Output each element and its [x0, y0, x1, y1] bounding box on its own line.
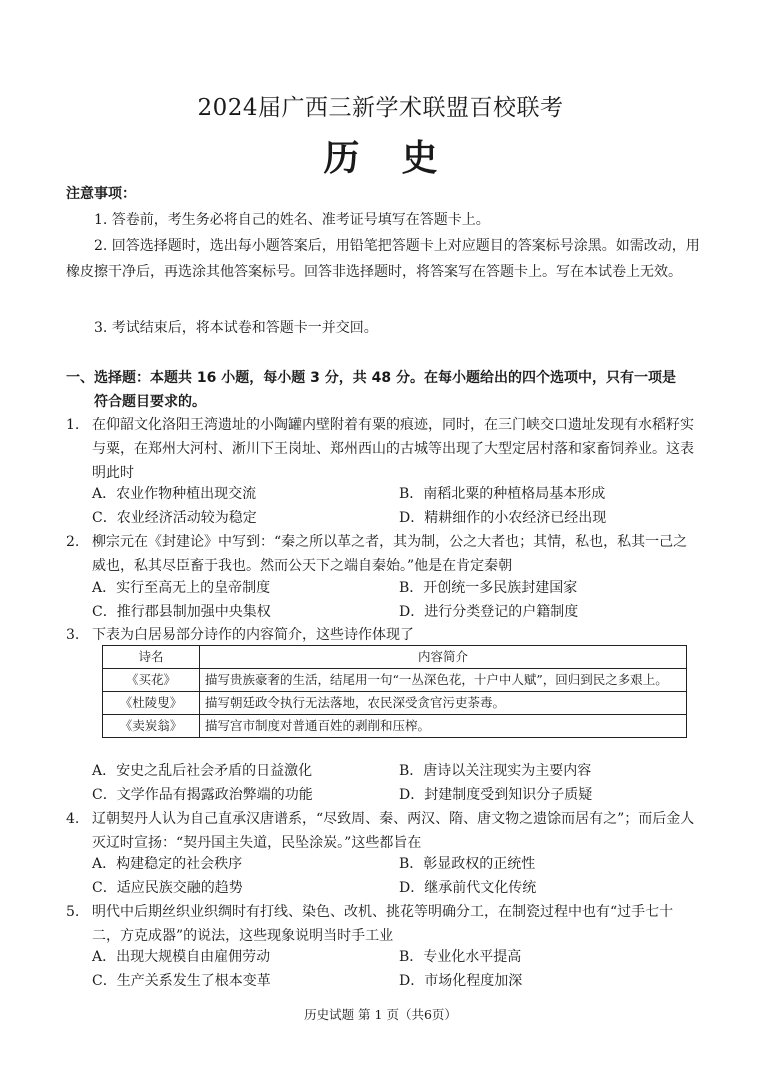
- poem-summary: 描写宫市制度对普通百姓的剥削和压榨。: [200, 715, 687, 738]
- section-heading-line2: 符合题目要求的。: [94, 394, 206, 410]
- question-3: [66, 623, 700, 647]
- note-item-1: 1. 答卷前，考生务必将自己的姓名、准考证号填写在答题卡上。: [94, 212, 490, 228]
- option-d: D．精耕细作的小农经济已经出现: [399, 510, 607, 526]
- option-a: A．构建稳定的社会秩序: [92, 856, 243, 872]
- question-stem: 柳宗元在《封建论》中写到：“秦之所以革之者，其为制，公之大者也；其情，私也，私其一己之威也，私其尽臣畜于我也。然而公天下之端自秦始。”他是在肯定秦朝: [92, 534, 688, 574]
- poem-name: 《买花》: [103, 669, 200, 692]
- table-row: [103, 715, 687, 738]
- option-d: D．市场化程度加深: [399, 973, 523, 989]
- question-number: 3.: [66, 627, 80, 643]
- question-stem: 明代中后期丝织业织绸时有打线、染色、改机、挑花等明确分工，在制瓷过程中也有“过手七十二，方克成器”的说法，这些现象说明当时手工业: [92, 904, 674, 944]
- section-heading: [66, 366, 700, 414]
- table-row: [103, 692, 687, 715]
- poem-table: [102, 645, 687, 738]
- question-number: 4.: [66, 811, 80, 827]
- option-b: B．南稻北粟的种植格局基本形成: [399, 486, 606, 502]
- table-header-row: [103, 646, 687, 669]
- option-d: D．继承前代文化传统: [399, 880, 537, 896]
- option-a: A．实行至高无上的皇帝制度: [92, 580, 271, 596]
- option-c: C．农业经济活动较为稳定: [92, 510, 257, 526]
- option-c: C．适应民族交融的趋势: [92, 880, 243, 896]
- subject-title: 历史: [323, 138, 480, 179]
- option-a: A．农业作物种植出现交流: [92, 486, 257, 502]
- option-a: A．安史之乱后社会矛盾的日益激化: [92, 763, 313, 779]
- question-stem: 下表为白居易部分诗作的内容简介，这些诗作体现了: [92, 627, 414, 643]
- question-2: [66, 530, 700, 578]
- question-4: [66, 807, 700, 855]
- poem-summary: 描写贵族豪奢的生活，结尾用一句“一丛深色花，十户中人赋”，回归到民之多艰上。: [200, 669, 687, 692]
- table-row: [103, 669, 687, 692]
- column-header: 诗名: [103, 646, 200, 669]
- notes-heading: 注意事项：: [66, 186, 136, 202]
- question-number: 1.: [66, 417, 80, 433]
- section-heading-line1: 一、选择题：本题共 16 小题，每小题 3 分，共 48 分。在每小题给出的四个选项中，只有一项是: [66, 370, 676, 386]
- question-5: [66, 900, 700, 948]
- option-d: D．封建制度受到知识分子质疑: [399, 787, 593, 803]
- option-b: B．开创统一多民族封建国家: [399, 580, 578, 596]
- note-item-2: 2. 回答选择题时，选出每小题答案后，用铅笔把答题卡上对应题目的答案标号涂黑。如需改动，用橡皮擦干净后，再选涂其他答案标号。回答非选择题时，将答案写在答题卡上。写在本试卷上无效。: [66, 238, 700, 280]
- column-header: 内容简介: [200, 646, 687, 669]
- note-item-3: 3. 考试结束后，将本试卷和答题卡一并交回。: [94, 320, 378, 336]
- question-stem: 辽朝契丹人认为自己直承汉唐谱系，“尽致周、秦、两汉、隋、唐文物之遗馀而居有之”；而后金人灭辽时宣扬：“契丹国主失道，民坠涂炭。”这些都旨在: [92, 811, 695, 851]
- option-c: C．文学作品有揭露政治弊端的功能: [92, 787, 313, 803]
- question-1: [66, 413, 700, 485]
- option-b: B．彰显政权的正统性: [399, 856, 536, 872]
- exam-title: 2024届广西三新学术联盟百校联考: [197, 95, 564, 121]
- option-b: B．唐诗以关注现实为主要内容: [399, 763, 592, 779]
- page-footer: 历史试题 第 1 页（共6页）: [304, 1007, 457, 1022]
- option-b: B．专业化水平提高: [399, 949, 522, 965]
- question-number: 2.: [66, 534, 80, 550]
- poem-summary: 描写朝廷政令执行无法落地，农民深受贪官污吏荼毒。: [200, 692, 687, 715]
- question-number: 5.: [66, 904, 80, 920]
- poem-name: 《杜陵叟》: [103, 692, 200, 715]
- poem-name: 《卖炭翁》: [103, 715, 200, 738]
- question-stem: 在仰韶文化洛阳王湾遗址的小陶罐内壁附着有粟的痕迹，同时，在三门峡交口遗址发现有水稻籽实与粟，在郑州大河村、淅川下王岗址、郑州西山的古城等出现了大型定居村落和家畜饲养业。这表明此时: [92, 417, 694, 481]
- option-c: C．生产关系发生了根本变革: [92, 973, 271, 989]
- option-a: A．出现大规模自由雇佣劳动: [92, 949, 271, 965]
- option-d: D．进行分类登记的户籍制度: [399, 604, 579, 620]
- option-c: C．推行郡县制加强中央集权: [92, 604, 271, 620]
